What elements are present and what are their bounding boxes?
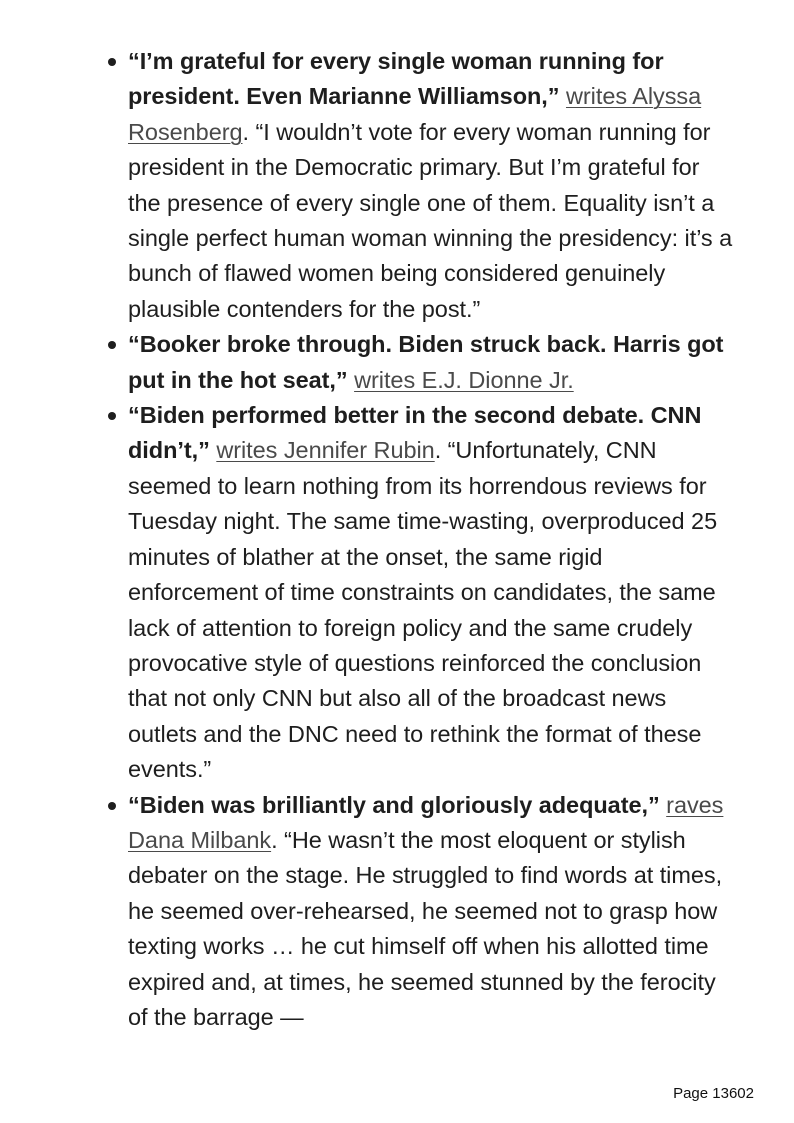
quote-body: . “He wasn’t the most eloquent or stylish debater on the stage. He struggled to find words at times, he seemed over-rehearsed, he seemed not to grasp how texting works … he cut himself off when his allotted time expired and, at times, he seemed stunned by the ferocity of the barrage — [128,826,723,1030]
list-item [0,788,794,1036]
opinion-list [0,44,794,1035]
author-link[interactable]: writes Jennifer Rubin [216,437,435,464]
list-item [0,44,794,327]
author-link[interactable]: writes Alyssa Rosenberg [128,83,702,145]
quote-body: . “Unfortunately, CNN seemed to learn nothing from its horrendous reviews for Tuesday night. The same time-wasting, overproduced 25 minutes of blather at the onset, the same rigid enforcement of time constraints on candidates, the same lack of attention to foreign policy and the same crudely provocative style of questions reinforced the conclusion that not only CNN but also all of the broadcast news outlets and the DNC need to rethink the format of these events.” [128,437,718,783]
page-number: Page 13602 [673,1085,754,1102]
author-link[interactable]: writes E.J. Dionne Jr. [354,366,574,393]
list-item [0,398,794,787]
article-body [0,44,794,1082]
quote-lead: “Biden performed better in the second debate. CNN didn’t,” [128,402,702,464]
quote-body: . “I wouldn’t vote for every woman running for president in the Democratic primary. But I’m grateful for the presence of every single one of them. Equality isn’t a single perfect human woman winning the presidency: it’s a bunch of flawed women being considered genuinely plausible contenders for the post.” [128,118,733,322]
quote-lead: “I’m grateful for every single woman running for president. Even Marianne Williamson,” [128,48,664,110]
quote-lead: “Biden was brilliantly and gloriously adequate,” [128,791,660,818]
list-item [0,327,794,398]
quote-lead: “Booker broke through. Biden struck back. Harris got put in the hot seat,” [128,331,724,393]
author-link[interactable]: raves Dana Milbank [128,791,724,853]
